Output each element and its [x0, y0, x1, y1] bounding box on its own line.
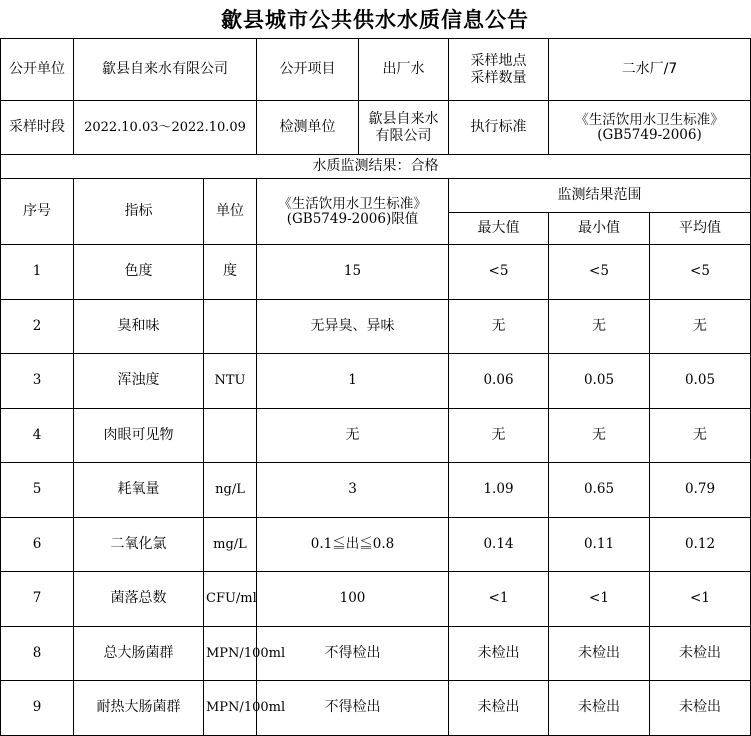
cell-limit: 不得检出 — [257, 681, 449, 736]
header-min: 最小值 — [549, 213, 650, 245]
header-range: 监测结果范围 — [449, 179, 751, 213]
cell-limit: 不得检出 — [257, 626, 449, 681]
header-row-1 — [1, 179, 751, 213]
site-label: 采样地点 采样数量 — [449, 39, 549, 101]
cell-unit: NTU — [204, 354, 257, 409]
cell-max: <5 — [449, 245, 549, 300]
table-row — [1, 681, 751, 736]
cell-unit: ng/L — [204, 463, 257, 518]
cell-min: 0.11 — [549, 517, 650, 572]
table-body — [1, 39, 751, 736]
cell-avg: 无 — [650, 299, 751, 354]
item-label: 公开项目 — [257, 39, 359, 101]
cell-max: 1.09 — [449, 463, 549, 518]
cell-indicator: 二氧化氯 — [74, 517, 204, 572]
cell-indicator: 浑浊度 — [74, 354, 204, 409]
cell-indicator: 色度 — [74, 245, 204, 300]
header-max: 最大值 — [449, 213, 549, 245]
cell-indicator: 耐热大肠菌群 — [74, 681, 204, 736]
cell-seq: 8 — [1, 626, 74, 681]
cell-avg: 0.79 — [650, 463, 751, 518]
header-limit: 《生活饮用水卫生标准》 (GB5749-2006)限值 — [257, 179, 449, 245]
cell-min: 0.05 — [549, 354, 650, 409]
cell-unit: 度 — [204, 245, 257, 300]
period-value: 2022.10.03～2022.10.09 — [74, 101, 257, 155]
cell-seq: 7 — [1, 572, 74, 627]
cell-avg: <1 — [650, 572, 751, 627]
header-indicator: 指标 — [74, 179, 204, 245]
unit-label: 公开单位 — [1, 39, 74, 101]
cell-max: 0.06 — [449, 354, 549, 409]
cell-indicator: 肉眼可见物 — [74, 408, 204, 463]
cell-limit: 无 — [257, 408, 449, 463]
cell-unit — [204, 408, 257, 463]
cell-avg: 0.05 — [650, 354, 751, 409]
std-label: 执行标准 — [449, 101, 549, 155]
cell-min: 未检出 — [549, 626, 650, 681]
item-value: 出厂水 — [359, 39, 449, 101]
cell-max: 未检出 — [449, 626, 549, 681]
cell-unit: mg/L — [204, 517, 257, 572]
cell-unit — [204, 299, 257, 354]
table-row — [1, 626, 751, 681]
cell-seq: 3 — [1, 354, 74, 409]
result-row — [1, 155, 751, 179]
cell-seq: 9 — [1, 681, 74, 736]
cell-max: 无 — [449, 408, 549, 463]
cell-limit: 3 — [257, 463, 449, 518]
cell-min: 0.65 — [549, 463, 650, 518]
cell-limit: 0.1≦出≦0.8 — [257, 517, 449, 572]
cell-avg: 未检出 — [650, 626, 751, 681]
unit-value: 歙县自来水有限公司 — [74, 39, 257, 101]
cell-min: 无 — [549, 299, 650, 354]
cell-indicator: 菌落总数 — [74, 572, 204, 627]
cell-min: <1 — [549, 572, 650, 627]
cell-seq: 5 — [1, 463, 74, 518]
cell-seq: 6 — [1, 517, 74, 572]
cell-indicator: 耗氧量 — [74, 463, 204, 518]
cell-min: 无 — [549, 408, 650, 463]
cell-limit: 无异臭、异味 — [257, 299, 449, 354]
cell-indicator: 总大肠菌群 — [74, 626, 204, 681]
table-row — [1, 572, 751, 627]
cell-seq: 4 — [1, 408, 74, 463]
table-row — [1, 299, 751, 354]
result-line: 水质监测结果：合格 — [1, 155, 751, 179]
std-value: 《生活饮用水卫生标准》 (GB5749-2006) — [549, 101, 751, 155]
site-value: 二水厂/7 — [549, 39, 751, 101]
info-row-1 — [1, 39, 751, 101]
cell-max: 无 — [449, 299, 549, 354]
cell-limit: 15 — [257, 245, 449, 300]
table-row — [1, 463, 751, 518]
cell-unit: CFU/ml — [204, 572, 257, 627]
cell-seq: 2 — [1, 299, 74, 354]
cell-avg: 未检出 — [650, 681, 751, 736]
lab-value: 歙县自来水 有限公司 — [359, 101, 449, 155]
water-quality-table — [0, 38, 751, 736]
cell-limit: 100 — [257, 572, 449, 627]
cell-seq: 1 — [1, 245, 74, 300]
table-row — [1, 517, 751, 572]
cell-min: 未检出 — [549, 681, 650, 736]
lab-label: 检测单位 — [257, 101, 359, 155]
cell-unit: MPN/100ml — [204, 681, 257, 736]
header-seq: 序号 — [1, 179, 74, 245]
cell-indicator: 臭和味 — [74, 299, 204, 354]
header-avg: 平均值 — [650, 213, 751, 245]
cell-avg: 0.12 — [650, 517, 751, 572]
page-title: 歙县城市公共供水水质信息公告 — [221, 8, 529, 32]
cell-unit: MPN/100ml — [204, 626, 257, 681]
cell-max: 未检出 — [449, 681, 549, 736]
cell-avg: <5 — [650, 245, 751, 300]
table-row — [1, 245, 751, 300]
cell-avg: 无 — [650, 408, 751, 463]
table-row — [1, 354, 751, 409]
period-label: 采样时段 — [1, 101, 74, 155]
cell-min: <5 — [549, 245, 650, 300]
cell-max: <1 — [449, 572, 549, 627]
info-row-2 — [1, 101, 751, 155]
header-unit: 单位 — [204, 179, 257, 245]
table-row — [1, 408, 751, 463]
cell-max: 0.14 — [449, 517, 549, 572]
cell-limit: 1 — [257, 354, 449, 409]
